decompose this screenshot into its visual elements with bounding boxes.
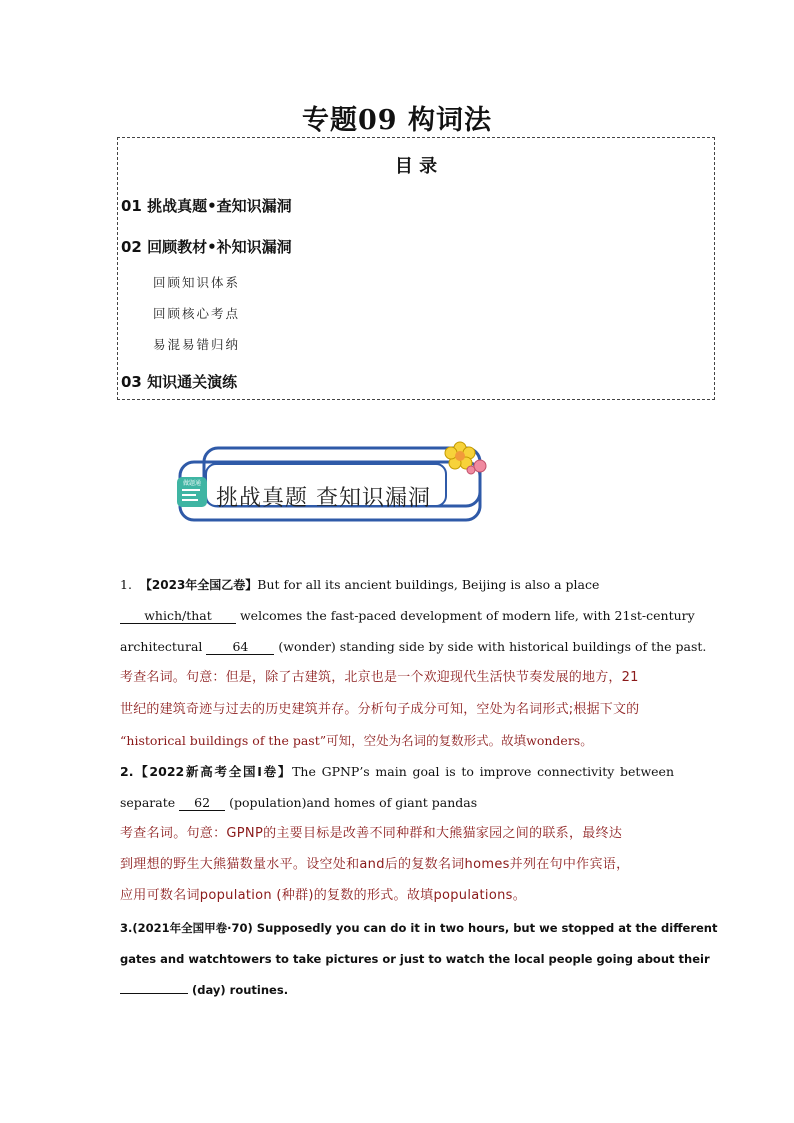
q2-text2b: (population)and homes of giant pandas — [229, 795, 478, 810]
q2-explanation-3: 应用可数名词population (种群)的复数的形式。故填populations。 — [120, 888, 527, 903]
q1-text2: welcomes the fast-paced development of modern life, with 21st-century — [239, 608, 695, 623]
q3-source: 3.(2021年全国甲卷·70) — [120, 921, 253, 935]
toc-item-01[interactable]: 01 挑战真题•查知识漏洞 — [121, 197, 292, 215]
q2-line1 — [120, 764, 674, 780]
q1-number: 1. — [120, 577, 132, 592]
q3-line2: gates and watchtowers to take pictures or just to watch the local people going about their — [120, 952, 710, 966]
q2-line2 — [120, 795, 674, 811]
q1-answer-blank[interactable]: which/that — [120, 609, 236, 624]
toc-subitem-confusions[interactable]: 易混易错归纳 — [153, 337, 241, 352]
q3-text3: (day) routines. — [192, 983, 289, 997]
q1-text1: But for all its ancient buildings, Beijing is also a place — [257, 577, 600, 592]
toc-item-02[interactable]: 02 回顾教材•补知识漏洞 — [121, 238, 292, 256]
q1-text3a: architectural — [120, 639, 203, 654]
toc-item-03[interactable]: 03 知识通关演练 — [121, 373, 238, 391]
q1-source: 【2023年全国乙卷】 — [139, 578, 258, 592]
q2-explanation-1: 考查名词。句意：GPNP的主要目标是改善不同种群和大熊猫家园之间的联系，最终达 — [120, 826, 623, 841]
q2-text2a: separate — [120, 795, 176, 810]
q1-explanation-2: 世纪的建筑奇迹与过去的历史建筑并存。分析句子成分可知，空处为名词形式;根据下文的 — [120, 702, 640, 717]
q1-line1 — [120, 577, 674, 593]
q2-source: 2.【2022新高考全国I卷】 — [120, 764, 293, 779]
q1-line3 — [120, 639, 707, 655]
q3-text1: Supposedly you can do it in two hours, but we stopped at the different — [256, 921, 718, 935]
q1-explanation-1: 考查名词。句意：但是，除了古建筑，北京也是一个欢迎现代生活快节奏发展的地方，21 — [120, 670, 639, 685]
toc-subitem-core-points[interactable]: 回顾核心考点 — [153, 306, 241, 321]
toc-subitem-knowledge-system[interactable]: 回顾知识体系 — [153, 275, 241, 290]
q1-explanation-3: “historical buildings of the past”可知，空处为名词的复数形式。故填wonders。 — [120, 733, 593, 748]
q1-blank-64[interactable]: 64 — [206, 640, 274, 655]
notebook-icon-label: 做题通 — [182, 480, 202, 487]
banner-title: 挑战真题 查知识漏洞 — [216, 486, 431, 511]
q3-line3 — [120, 982, 674, 998]
q2-explanation-2: 到理想的野生大熊猫数量水平。设空处和and后的复数名词homes并列在句中作宾语， — [120, 857, 630, 872]
notebook-icon — [175, 475, 211, 511]
page-title: 专题09 构词法 — [302, 105, 492, 136]
section-banner — [172, 438, 494, 538]
q3-blank[interactable] — [120, 993, 188, 994]
q1-text3b: (wonder) standing side by side with historical buildings of the past. — [278, 639, 707, 654]
q3-line1 — [120, 920, 718, 936]
flower-icon — [442, 438, 492, 488]
q1-line2 — [120, 608, 695, 624]
toc-heading: 目 录 — [394, 156, 438, 177]
table-of-contents — [117, 137, 715, 400]
q2-blank-62[interactable]: 62 — [179, 796, 225, 811]
q2-text1: The GPNP’s main goal is to improve connectivity between — [292, 764, 675, 779]
